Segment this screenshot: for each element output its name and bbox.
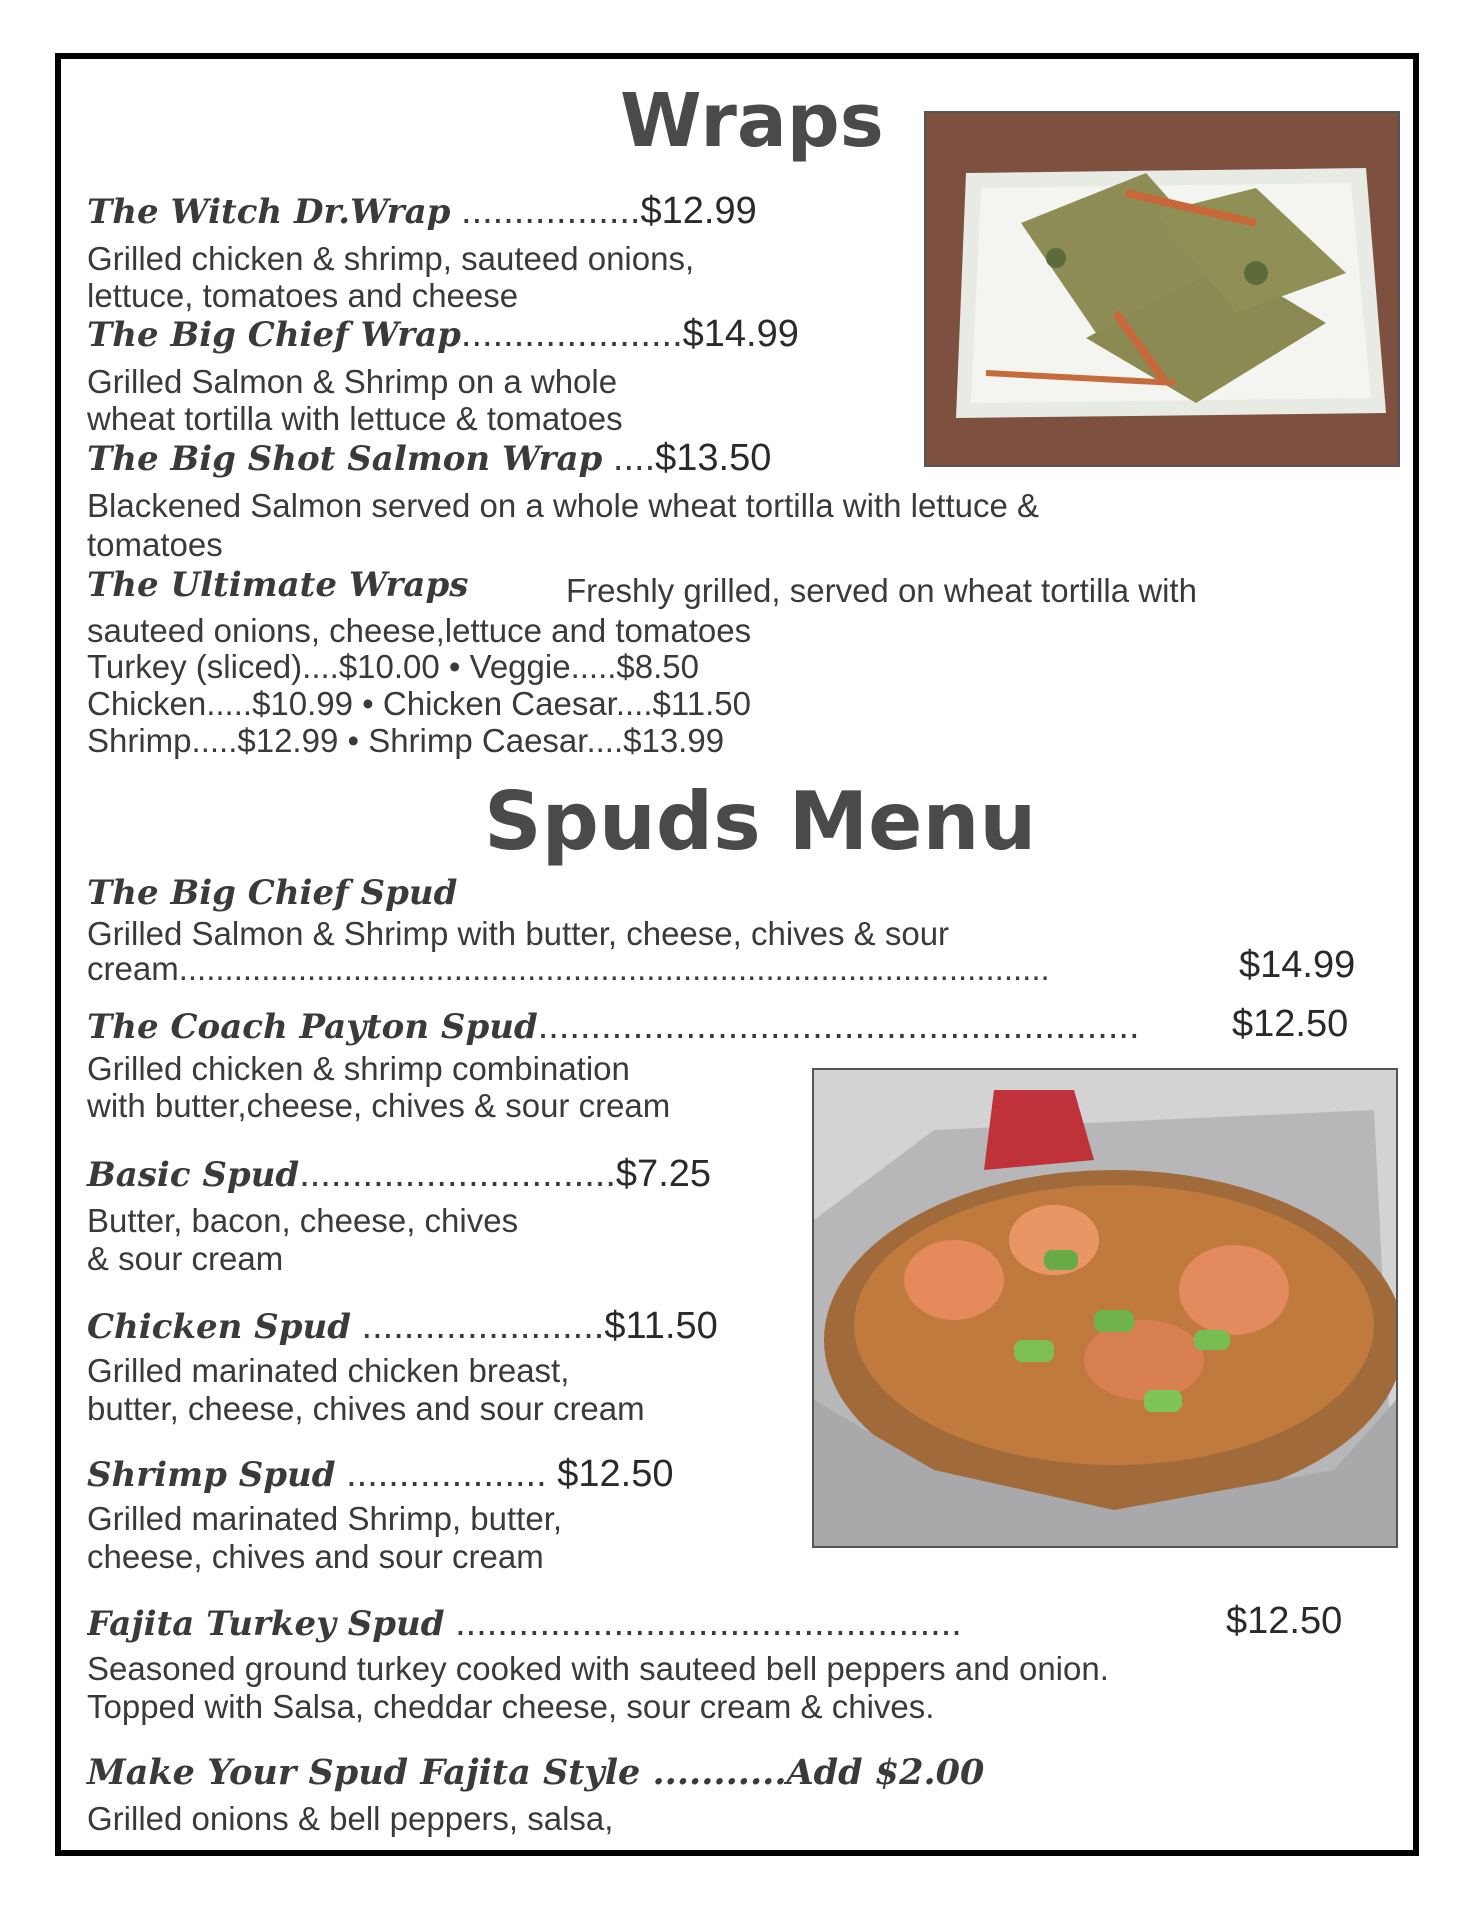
item-description: & sour cream [87, 1240, 284, 1277]
item-description: butter, cheese, chives and sour cream [87, 1390, 645, 1427]
menu-item-coach-payton-spud [87, 1005, 1377, 1048]
item-description: with butter,cheese, chives & sour cream [87, 1087, 671, 1124]
item-description: Grilled Salmon & Shrimp with butter, cheese, chives & sour [87, 915, 950, 952]
item-description: lettuce, tomatoes and cheese [87, 277, 519, 314]
item-description: Grilled onions & bell peppers, salsa, [87, 1800, 614, 1837]
item-name: Shrimp Spud [87, 1455, 336, 1495]
price-line: Chicken.....$10.99 • Chicken Caesar....$11.50 [87, 685, 751, 722]
item-name: The Coach Payton Spud [87, 1007, 538, 1047]
spuds-heading: Spuds Menu [484, 775, 1037, 868]
item-dots: .............................. [299, 1153, 616, 1195]
item-name: The Witch Dr.Wrap [87, 192, 451, 232]
price-line: Turkey (sliced)....$10.00 • Veggie.....$8.50 [87, 648, 699, 685]
item-price: $11.50 [604, 1305, 718, 1347]
menu-item-witch-dr-wrap [87, 190, 757, 233]
item-dots: .... [602, 437, 656, 479]
loaded-potato-image [814, 1070, 1396, 1546]
item-dots: ............................................................................................... [178, 950, 1050, 987]
item-price: $14.99 [682, 313, 799, 355]
item-name: Fajita Turkey Spud [87, 1604, 445, 1644]
item-description: Butter, bacon, cheese, chives [87, 1202, 519, 1239]
item-intro: Freshly grilled, served on wheat tortilla with [566, 572, 1197, 609]
item-description: Seasoned ground turkey cooked with sauteed bell peppers and onion. [87, 1650, 1109, 1687]
item-name: Chicken Spud [87, 1307, 351, 1347]
menu-item-ultimate-wraps [87, 565, 468, 605]
item-description: Grilled Salmon & Shrimp on a whole [87, 363, 618, 400]
item-description: cheese, chives and sour cream [87, 1538, 544, 1575]
menu-item-big-chief-spud: The Big Chief Spud [87, 873, 458, 913]
item-description: cream [87, 950, 179, 987]
item-name: The Big Shot Salmon Wrap [87, 439, 603, 479]
item-price: $14.99 [1235, 944, 1355, 987]
item-price: $12.99 [640, 190, 757, 232]
menu-item-shrimp-spud [87, 1453, 673, 1496]
item-description: Grilled chicken & shrimp combination [87, 1050, 630, 1087]
item-description-line [87, 950, 1377, 988]
item-dots: ................. [450, 190, 641, 232]
item-price: $12.50 [557, 1453, 674, 1495]
item-description: sauteed onions, cheese,lettuce and tomatoes [87, 612, 752, 649]
menu-item-basic-spud [87, 1153, 711, 1196]
item-description: Grilled chicken & shrimp, sauteed onions, [87, 240, 695, 277]
item-price: $7.25 [615, 1153, 712, 1195]
item-description: Blackened Salmon served on a whole wheat tortilla with lettuce & [87, 487, 1040, 524]
item-price: $12.50 [1228, 1003, 1348, 1046]
item-dots: ......................................................... [537, 1005, 1140, 1047]
item-name: The Ultimate Wraps [87, 565, 469, 605]
menu-item-big-chief-wrap [87, 313, 799, 356]
menu-item-fajita-turkey-spud [87, 1602, 1377, 1645]
item-description: Grilled marinated Shrimp, butter, [87, 1500, 563, 1537]
item-name: Basic Spud [87, 1155, 300, 1195]
menu-item-chicken-spud [87, 1305, 718, 1348]
item-description: tomatoes [87, 526, 223, 563]
item-price: $13.50 [655, 437, 772, 479]
wraps-photo [924, 111, 1400, 467]
menu-item-make-your-spud-fajita: Make Your Spud Fajita Style ...........Add $2.00 [87, 1752, 985, 1793]
wrap-plate-image [926, 113, 1398, 465]
item-description: wheat tortilla with lettuce & tomatoes [87, 400, 623, 437]
menu-item-big-shot-salmon-wrap [87, 437, 771, 480]
item-dots: ..................... [460, 313, 683, 355]
item-description: Grilled marinated chicken breast, [87, 1352, 570, 1389]
item-name: The Big Chief Wrap [87, 315, 461, 355]
item-dots: ....................... [350, 1305, 605, 1347]
spud-photo [812, 1068, 1398, 1548]
item-dots: ................................................ [444, 1602, 962, 1644]
price-line: Shrimp.....$12.99 • Shrimp Caesar....$13.99 [87, 722, 725, 759]
item-price: $12.50 [1222, 1600, 1342, 1643]
item-description: Topped with Salsa, cheddar cheese, sour cream & chives. [87, 1688, 935, 1725]
item-dots: ................... [335, 1453, 558, 1495]
wraps-heading: Wraps [620, 78, 884, 164]
